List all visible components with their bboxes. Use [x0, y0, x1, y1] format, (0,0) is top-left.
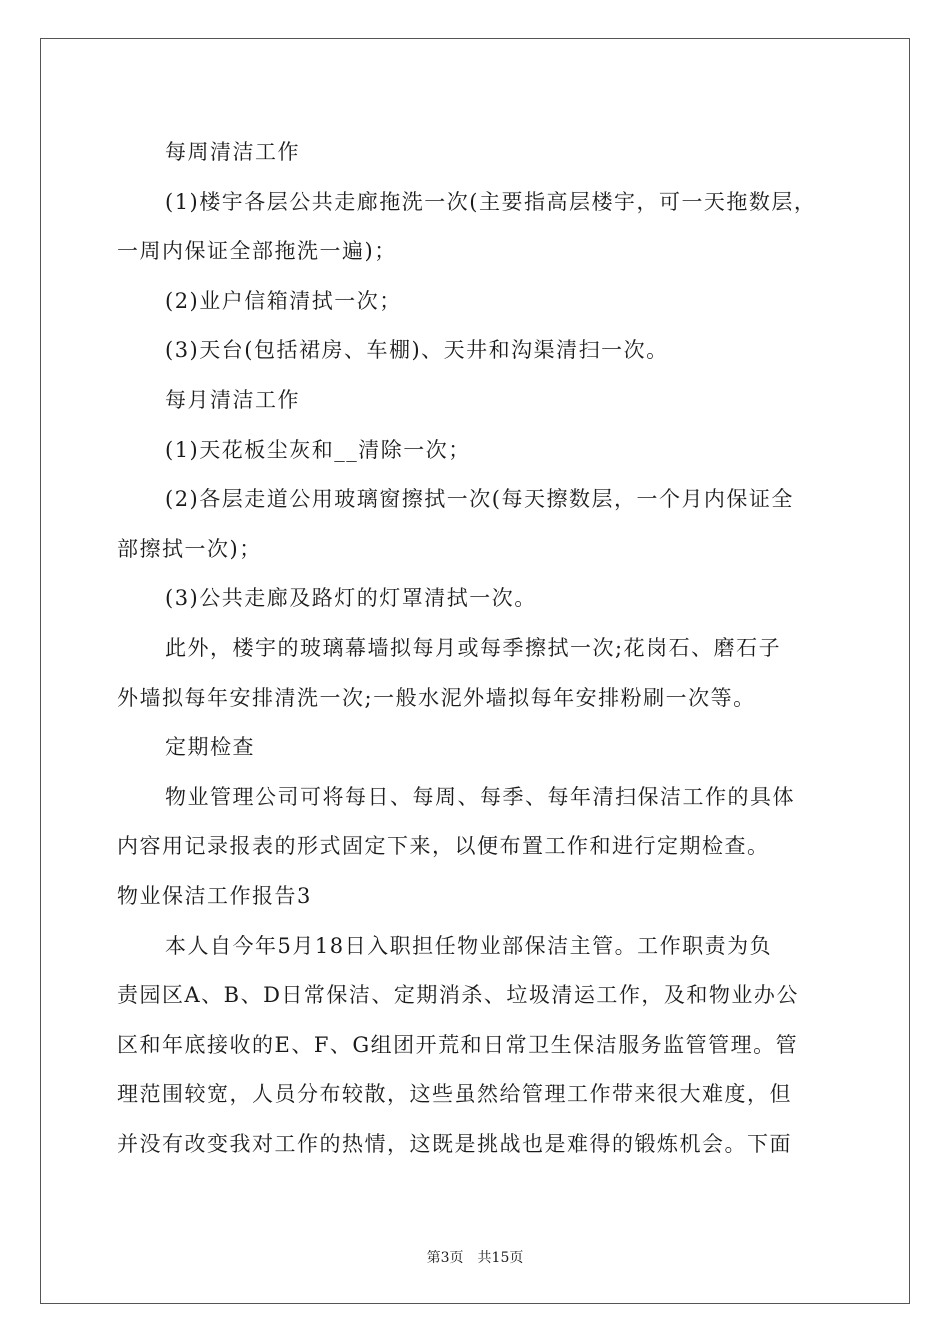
- section-heading: 每月清洁工作: [165, 387, 300, 412]
- page-total: 共15页: [477, 1250, 524, 1266]
- document-body: [117, 128, 835, 1169]
- text-line: (3)公共走廊及路灯的灯罩清拭一次。: [165, 586, 537, 611]
- section-heading: 定期检查: [165, 735, 255, 760]
- report-title: 物业保洁工作报告3: [117, 883, 312, 908]
- text-line: (1)天花板尘灰和__清除一次；: [165, 437, 471, 462]
- text-line: 理范围较宽，人员分布较散，这些虽然给管理工作带来很大难度，但: [117, 1082, 792, 1107]
- text-line: 并没有改变我对工作的热情，这既是挑战也是难得的锻炼机会。下面: [117, 1131, 792, 1156]
- text-line: 本人自今年5月18日入职担任物业部保洁主管。工作职责为负: [165, 933, 773, 958]
- text-line: (2)各层走道公用玻璃窗擦拭一次(每天擦数层，一个月内保证全: [165, 487, 794, 512]
- page-footer: [0, 1247, 950, 1267]
- text-line: 区和年底接收的E、F、G组团开荒和日常卫生保洁服务监管管理。管: [117, 1032, 799, 1057]
- text-line: 外墙拟每年安排清洗一次;一般水泥外墙拟每年安排粉刷一次等。: [117, 685, 756, 710]
- text-line: 物业管理公司可将每日、每周、每季、每年清扫保洁工作的具体: [165, 784, 795, 809]
- text-line: 一周内保证全部拖洗一遍)；: [117, 239, 397, 264]
- text-line: (3)天台(包括裙房、车棚)、天井和沟渠清扫一次。: [165, 338, 669, 363]
- text-line: 每周清洁工作: [165, 140, 300, 164]
- text-line: 内容用记录报表的形式固定下来，以便布置工作和进行定期检查。: [117, 834, 770, 859]
- text-line: (2)业户信箱清拭一次；: [165, 288, 402, 313]
- text-line: (1)楼宇各层公共走廊拖洗一次(主要指高层楼宇，可一天拖数层，: [165, 189, 817, 214]
- page-number: 第3页: [426, 1250, 464, 1266]
- text-line: 责园区A、B、D日常保洁、定期消杀、垃圾清运工作，及和物业办公: [117, 983, 799, 1008]
- text-line: 部擦拭一次)；: [117, 536, 262, 561]
- text-line: 此外，楼宇的玻璃幕墙拟每月或每季擦拭一次;花岗石、磨石子: [165, 635, 782, 660]
